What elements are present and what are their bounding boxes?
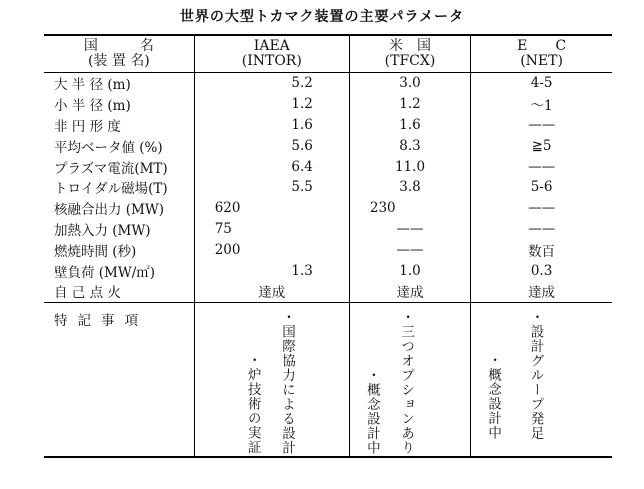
row-intor-value: 620 — [194, 198, 349, 219]
row-intor-value: 200 — [194, 239, 349, 260]
header-net-line1: E C — [517, 38, 567, 54]
row-tfcx-value: 1.6 — [349, 115, 470, 136]
table-row — [44, 135, 612, 156]
header-tfcx-line1: 米 国 — [389, 38, 431, 54]
row-tfcx-value: 8.3 — [349, 135, 470, 156]
row-intor-value: 達成 — [194, 281, 349, 302]
row-intor-value: 5.6 — [194, 135, 349, 156]
row-tfcx-value: 1.0 — [349, 260, 470, 281]
header-intor-line1: IAEA — [253, 38, 290, 54]
row-tfcx-value: 1.2 — [349, 94, 470, 115]
row-intor-value: 1.6 — [194, 115, 349, 136]
row-label: 非 円 形 度 — [54, 118, 121, 135]
row-net-value: 5-6 — [471, 177, 612, 198]
notes-tfcx — [349, 302, 470, 457]
row-net-value: —— — [471, 156, 612, 177]
row-tfcx-value: —— — [349, 219, 470, 240]
note-intor-1: ・炉技術の実証 — [244, 353, 261, 455]
row-intor-value: 1.3 — [194, 260, 349, 281]
row-net-value: —— — [471, 115, 612, 136]
table-body — [44, 73, 612, 303]
header-net — [471, 35, 612, 73]
parameter-table — [44, 34, 612, 458]
table-row — [44, 73, 612, 94]
row-label: 自 己 点 火 — [54, 285, 121, 302]
row-intor-value: 5.5 — [194, 177, 349, 198]
row-intor-value: 6.4 — [194, 156, 349, 177]
row-label: 核融合出力 (MW) — [54, 202, 165, 219]
row-intor-value: 75 — [194, 219, 349, 240]
header-tfcx — [349, 35, 470, 73]
row-net-value: 0.3 — [471, 260, 612, 281]
table-row — [44, 115, 612, 136]
table-row — [44, 281, 612, 302]
row-tfcx-value: 達成 — [349, 281, 470, 302]
header-tfcx-line2: (TFCX) — [384, 53, 436, 69]
row-net-value: 数百 — [471, 239, 612, 260]
header-country — [44, 35, 194, 73]
row-label: プラズマ電流(MT) — [54, 160, 168, 177]
row-label: 大 半 径 (m) — [44, 73, 194, 94]
row-net-value: 4-5 — [471, 73, 612, 94]
row-tfcx-value: —— — [349, 239, 470, 260]
header-net-line2: (NET) — [520, 53, 563, 69]
row-intor-value: 5.2 — [194, 73, 349, 94]
row-net-value: ～1 — [471, 94, 612, 115]
row-label: 壁負荷 (MW/㎡) — [54, 264, 156, 281]
notes-label: 特記事項 — [44, 302, 194, 457]
header-country-line2: (装 置 名) — [87, 53, 150, 69]
table-row — [44, 260, 612, 281]
note-net-1: ・概念設計中 — [485, 353, 502, 441]
table-row — [44, 177, 612, 198]
notes-net — [471, 302, 612, 457]
header-intor — [194, 35, 349, 73]
notes-intor — [194, 302, 349, 457]
note-tfcx-1: ・概念設計中 — [363, 367, 380, 455]
row-tfcx-value: 3.0 — [349, 73, 470, 94]
note-tfcx-2: ・三つオプションあり — [398, 309, 415, 455]
table-row — [44, 156, 612, 177]
row-net-value: —— — [471, 219, 612, 240]
row-net-value: —— — [471, 198, 612, 219]
table-row — [44, 198, 612, 219]
row-tfcx-value: 11.0 — [349, 156, 470, 177]
table-title: 世界の大型トカマク装置の主要パラメータ — [179, 9, 465, 25]
row-tfcx-value: 3.8 — [349, 177, 470, 198]
header-country-line1: 国 名 — [83, 38, 154, 54]
table-row — [44, 239, 612, 260]
header-intor-line2: (INTOR) — [241, 53, 302, 69]
row-tfcx-value: 230 — [349, 198, 470, 219]
row-net-value: 達成 — [471, 281, 612, 302]
notes-row — [44, 302, 612, 457]
table-row — [44, 94, 612, 115]
row-net-value: ≧5 — [471, 135, 612, 156]
note-intor-2: ・国際協力による設計 — [279, 309, 295, 455]
row-label: 燃焼時間 (秒) — [54, 243, 137, 260]
row-intor-value: 1.2 — [194, 94, 349, 115]
table-row — [44, 219, 612, 240]
table-header-row — [44, 35, 612, 73]
row-label: トロイダル磁場(T) — [54, 181, 168, 198]
row-label: 小 半 径 (m) — [54, 98, 131, 115]
note-net-2: ・設計グループ発足 — [527, 309, 544, 441]
row-label: 加熱入力 (MW) — [54, 222, 151, 239]
row-label: 平均ベータ値 (%) — [54, 139, 163, 156]
